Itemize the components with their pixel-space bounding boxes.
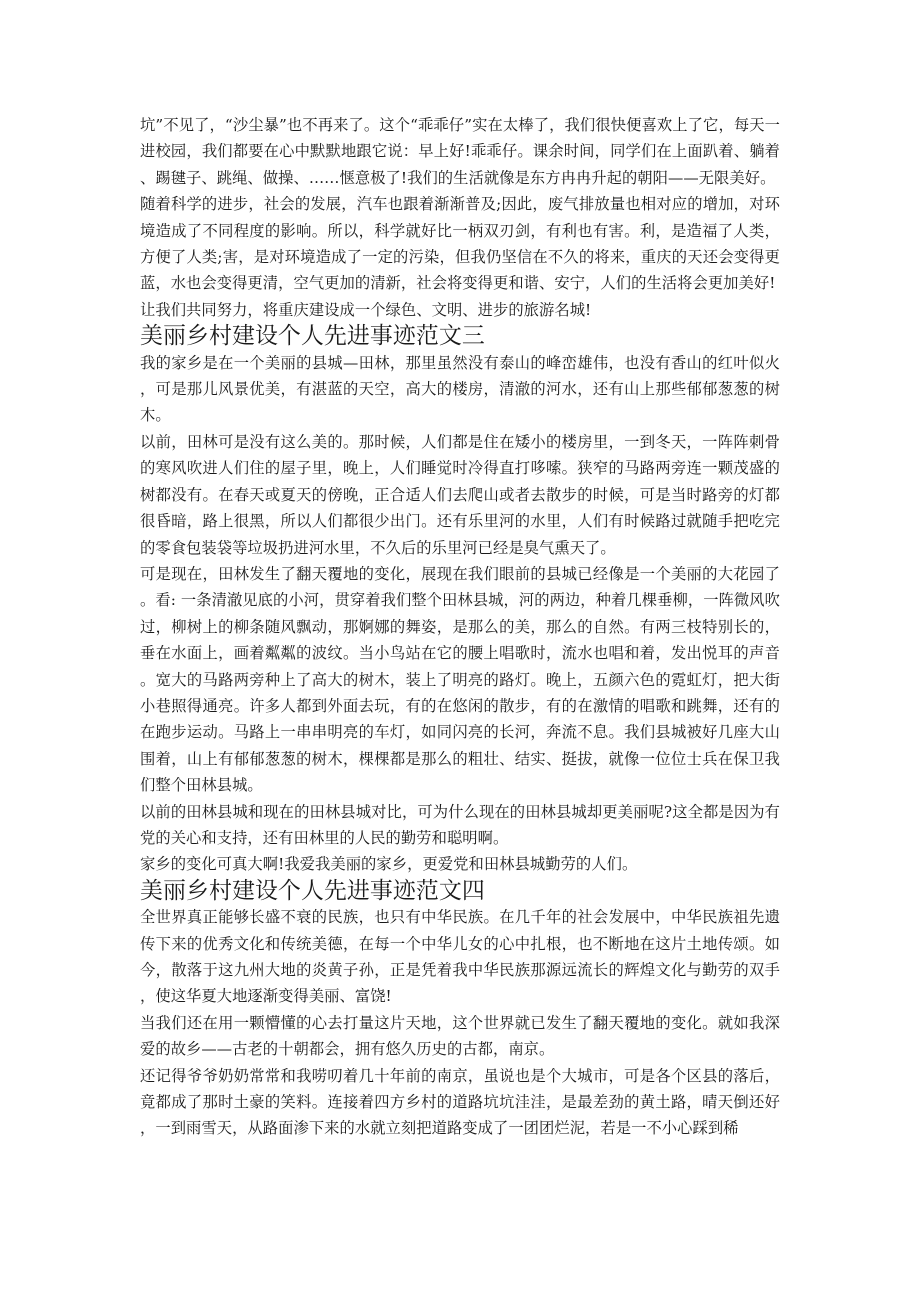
paragraph: 可是现在，田林发生了翻天覆地的变化，展现在我们眼前的县城已经像是一个美丽的大花园了。看: 一条清澈见底的小河，贯穿着我们整个田林县城，河的两边，种着几棵垂柳，一阵微风吹过，柳树上的柳条随风飘动，那婀娜的舞姿，是那么的美，那么的自然。有两三枝特别长的，垂在水面上，画着粼粼的波纹。当小鸟站在它的腰上唱歌时，流水也唱和着，发出悦耳的声音。宽大的马路两旁种上了高大的树木，装上了明亮的路灯。晚上，五颜六色的霓虹灯，把大街小巷照得通亮。许多人都到外面去玩，有的在悠闲的散步，有的在激情的唱歌和跳舞，还有的在跑步运动。马路上一串串明亮的车灯，如同闪亮的长河，奔流不息。我们县城被好几座大山围着，山上有郁郁葱葱的树木，棵棵都是那么的粗壮、结实、挺拔，就像一位位士兵在保卫我们整个田林县城。 [140, 564, 780, 795]
paragraph: 全世界真正能够长盛不衰的民族，也只有中华民族。在几千年的社会发展中，中华民族祖先遗传下来的优秀文化和传统美德，在每一个中华儿女的心中扎根，也不断地在这片土地传颂。如今，散落于这九州大地的炎黄子孙，正是凭着我中华民族那源远流长的辉煌文化与勤劳的双手，使这华夏大地逐渐变得美丽、富饶! [140, 908, 780, 1006]
paragraph: 坑”不见了，“沙尘暴”也不再来了。这个“乖乖仔”实在太棒了，我们很快便喜欢上了它，每天一进校园，我们都要在心中默默地跟它说：早上好!乖乖仔。课余时间，同学们在上面趴着、躺着、踢毽子、跳绳、做操、……惬意极了!我们的生活就像是东方冉冉升起的朝阳——无限美好。 [140, 116, 780, 187]
paragraph: 以前，田林可是没有这么美的。那时候，人们都是住在矮小的楼房里，一到冬天，一阵阵刺骨的寒风吹进人们住的屋子里，晚上，人们睡觉时冷得直打哆嗦。狭窄的马路两旁连一颗茂盛的树都没有。在春天或夏天的傍晚，正合适人们去爬山或者去散步的时候，可是当时路旁的灯都很昏暗，路上很黑，所以人们都很少出门。还有乐里河的水里，人们有时候路过就随手把吃完的零食包装袋等垃圾扔进河水里，不久后的乐里河已经是臭气熏天了。 [140, 432, 780, 557]
paragraph: 当我们还在用一颗懵懂的心去打量这片天地，这个世界就已发生了翻天覆地的变化。就如我深爱的故乡——古老的十朝都会，拥有悠久历史的古都，南京。 [140, 1013, 780, 1059]
paragraph: 还记得爷爷奶奶常常和我唠叨着几十年前的南京，虽说也是个大城市，可是各个区县的落后，竟都成了那时土豪的笑料。连接着四方乡村的道路坑坑洼洼，是最差劲的黄土路，晴天倒还好，一到雨雪天，从路面渗下来的水就立刻把道路变成了一团团烂泥，若是一不小心踩到稀 [140, 1066, 780, 1138]
paragraph: 家乡的变化可真大啊!我爱我美丽的家乡，更爱党和田林县城勤劳的人们。 [140, 855, 638, 874]
document-page [140, 112, 780, 1142]
paragraph: 我的家乡是在一个美丽的县城—田林，那里虽然没有泰山的峰峦雄伟，也没有香山的红叶似火，可是那儿风景优美，有湛蓝的天空，高大的楼房，清澈的河水，还有山上那些郁郁葱葱的树木。 [140, 353, 780, 425]
section-heading: 美丽乡村建设个人先进事迹范文四 [140, 877, 485, 904]
section-heading: 美丽乡村建设个人先进事迹范文三 [140, 323, 485, 350]
paragraph: 让我们共同努力，将重庆建设成一个绿色、文明、进步的旅游名城! [140, 300, 592, 319]
paragraph: 以前的田林县城和现在的田林县城对比，可为什么现在的田林县城却更美丽呢?这全都是因为有党的关心和支持，还有田林里的人民的勤劳和聪明啊。 [140, 802, 780, 847]
paragraph: 随着科学的进步，社会的发展，汽车也跟着渐渐普及;因此，废气排放量也相对应的增加，对环境造成了不同程度的影响。所以，科学就好比一柄双刃剑，有利也有害。利，是造福了人类，方便了人类;害，是对环境造成了一定的污染，但我仍坚信在不久的将来，重庆的天还会变得更蓝，水也会变得更清，空气更加的清新，社会将变得更和谐、安宁，人们的生活将会更加美好! [140, 195, 780, 293]
